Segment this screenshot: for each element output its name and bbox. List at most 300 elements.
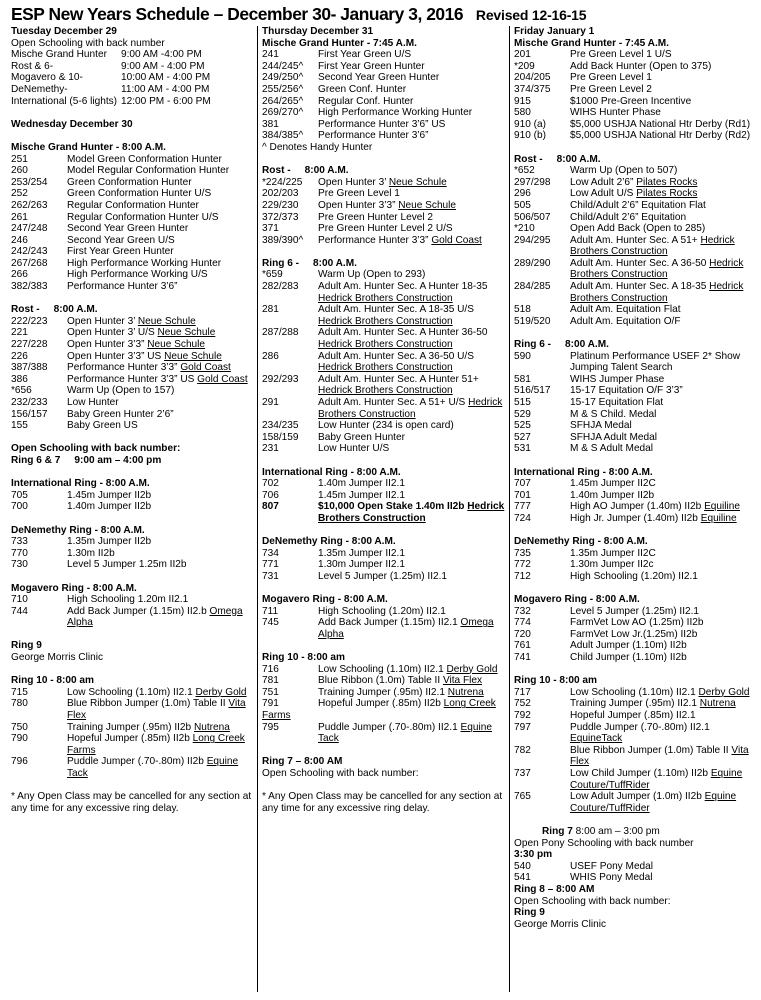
class-row: [11, 281, 255, 293]
class-row: [514, 443, 759, 455]
class-description: [67, 606, 255, 629]
class-title: Blue Ribbon Jumper (1.0m) Table II: [67, 698, 229, 710]
class-row: [262, 420, 507, 432]
section-heading: Mische Grand Hunter - 7:45 A.M.: [514, 37, 669, 49]
class-title: 15-17 Equitation Flat: [570, 397, 664, 408]
class-row: [514, 606, 759, 618]
class-list: [11, 316, 255, 432]
class-title: Performance Hunter 3’6”: [318, 130, 429, 142]
class-title: Adult Am. Equitation Flat: [570, 304, 681, 316]
class-title: Adult Am. Hunter Sec. A Hunter 18-35: [318, 281, 488, 293]
class-description: [570, 188, 759, 200]
class-row: [11, 594, 255, 606]
class-description: [570, 304, 759, 316]
class-description: [67, 269, 255, 281]
class-title: High Performance Working U/S: [67, 269, 208, 281]
class-row: [262, 212, 507, 224]
time-range: 12:00 PM - 6:00 PM: [121, 95, 211, 107]
class-title: Open Add Back (Open to 285): [570, 223, 706, 235]
class-title: Open Hunter 3’3”: [318, 199, 399, 211]
class-number: 540: [514, 860, 531, 872]
class-number: *209: [514, 60, 535, 72]
class-row: [262, 84, 507, 96]
class-row: [11, 397, 255, 409]
class-number: 372/373: [262, 211, 299, 223]
class-number: 744: [11, 605, 28, 617]
class-description: [570, 872, 759, 884]
class-row: [11, 606, 255, 629]
class-row: [262, 478, 507, 490]
class-description: [570, 397, 759, 409]
class-description: [318, 281, 507, 304]
section-heading: Rost - 8:00 A.M.: [514, 153, 601, 165]
class-title: Baby Green Hunter 2’6”: [67, 408, 174, 420]
class-description: [318, 72, 507, 84]
class-number: 910 (b): [514, 130, 546, 142]
class-description: [318, 327, 507, 350]
class-description: [318, 304, 507, 327]
class-row: [262, 200, 507, 212]
class-number: 374/375: [514, 83, 551, 95]
class-description: [570, 559, 759, 571]
class-title: Adult Am. Equitation O/F: [570, 315, 681, 327]
class-number: 249/250^: [262, 72, 304, 84]
class-sponsor: Derby Gold: [446, 663, 498, 675]
class-title: Pre Green Hunter Level 2: [318, 211, 434, 223]
section-heading: Mogavero Ring - 8:00 A.M.: [262, 594, 388, 606]
class-row: [262, 107, 507, 119]
column-divider: [257, 26, 258, 992]
class-list: [262, 664, 507, 745]
class-number: 246: [11, 234, 28, 246]
class-title: 1.40m Jumper II2b: [67, 501, 152, 513]
class-number: 751: [262, 686, 279, 698]
class-description: [570, 212, 759, 224]
class-number: 774: [514, 617, 531, 629]
class-description: [67, 188, 255, 200]
class-description: [318, 119, 507, 131]
class-description: [570, 606, 759, 618]
class-row: [262, 698, 507, 710]
class-title: Performance Hunter 3’6” US: [318, 118, 446, 130]
class-title: Performance Hunter 3’3”: [67, 362, 181, 374]
schooling-time-row: [11, 84, 255, 96]
class-number: 795: [262, 721, 279, 733]
class-number: 516/517: [514, 385, 551, 397]
class-description: [318, 397, 507, 420]
class-row: [262, 397, 507, 420]
class-description: [318, 200, 507, 212]
class-title: WIHS Hunter Phase: [570, 107, 661, 119]
class-description: [67, 316, 255, 328]
class-number: 260: [11, 165, 28, 177]
section-heading: Ring 7 – 8:00 AM: [262, 756, 343, 768]
class-number: 519/520: [514, 315, 551, 327]
class-number: 241: [262, 49, 279, 61]
class-sponsor: Derby Gold: [195, 686, 247, 698]
class-title: Blue Ribbon (1.0m) Table II: [318, 675, 443, 687]
class-number: 705: [11, 489, 28, 501]
class-title: Pre Green Level 2: [570, 83, 652, 95]
class-title: High Schooling (1.20m) II2.1: [570, 570, 698, 582]
class-row: [11, 374, 255, 386]
class-description: [570, 72, 759, 84]
class-row: [262, 235, 507, 247]
class-title: Regular Conf. Hunter: [318, 95, 414, 107]
class-number: 296: [514, 188, 531, 200]
class-number: 252: [11, 188, 28, 200]
clinic-text: George Morris Clinic: [514, 918, 606, 930]
class-row: [11, 339, 255, 351]
class-title: 1.40m Jumper II2.1: [318, 478, 405, 490]
class-description: [570, 374, 759, 386]
class-title: First Year Green U/S: [318, 49, 412, 61]
class-row: [514, 374, 759, 386]
class-row: [514, 316, 759, 328]
class-title: Performance Hunter 3’3”: [318, 234, 432, 246]
class-row: [514, 722, 759, 745]
class-title: WIHS Jumper Phase: [570, 373, 665, 385]
class-row: [514, 629, 759, 641]
section-heading: Ring 6 - 8:00 A.M.: [262, 257, 357, 269]
class-number: 289/290: [514, 257, 551, 269]
class-description: [67, 548, 255, 560]
class-sponsor: Neue Schule: [157, 327, 216, 339]
class-row: [514, 791, 759, 814]
class-number: 710: [11, 594, 28, 606]
class-title: Low Schooling (1.10m) II2.1: [67, 686, 196, 698]
class-number: *659: [262, 269, 283, 281]
class-description: [318, 443, 507, 455]
class-description: [67, 165, 255, 177]
class-title: Second Year Green Hunter: [67, 223, 189, 235]
class-description: [67, 594, 255, 606]
ring-name: DeNemethy-: [11, 83, 68, 95]
class-description: [570, 49, 759, 61]
class-title: Hopeful Jumper (.85m) II2b: [318, 698, 444, 710]
class-list: [11, 594, 255, 629]
class-number: 541: [514, 872, 531, 884]
class-title: $5,000 USHJA National Htr Derby (Rd2): [570, 130, 751, 142]
section-heading: DeNemethy Ring - 8:00 A.M.: [514, 536, 648, 548]
class-sponsor: Hedrick Brothers Construction: [570, 281, 744, 304]
class-title: Adult Am. Hunter Sec. A 51+: [570, 234, 701, 246]
class-title: Hopeful Jumper (.85m) II2.1: [570, 710, 696, 722]
class-title: Pre Green Level 1 U/S: [570, 49, 672, 61]
class-number: 797: [514, 721, 531, 733]
class-number: 158/159: [262, 431, 299, 443]
class-description: [570, 745, 759, 768]
class-description: [67, 756, 255, 779]
class-number: 515: [514, 397, 531, 408]
class-title: Warm Up (Open to 507): [570, 165, 678, 177]
class-title: Adult Am. Hunter Sec. A Hunter 36-50: [318, 327, 488, 339]
class-description: [570, 443, 759, 455]
class-description: [570, 84, 759, 96]
class-sponsor: Pilates Rocks: [636, 188, 698, 200]
cancellation-note: * Any Open Class may be cancelled for any section at any time for any excessive ring delay.: [262, 791, 503, 814]
class-row: [11, 687, 255, 699]
class-title: Regular Conformation Hunter: [67, 199, 199, 211]
class-number: 244/245^: [262, 60, 304, 72]
section-heading: Ring 8 – 8:00 AM: [514, 883, 595, 895]
class-number: 221: [11, 327, 28, 339]
class-description: [67, 687, 255, 699]
class-row: [514, 409, 759, 421]
ring-name: Mische Grand Hunter: [11, 49, 107, 61]
class-number: 384/385^: [262, 130, 304, 142]
class-title: Child/Adult 2’6” Equitation Flat: [570, 199, 706, 211]
class-description: [570, 490, 759, 502]
class-number: 202/203: [262, 188, 299, 200]
class-list: [262, 269, 507, 455]
class-description: [570, 119, 759, 131]
class-title: M & S Child. Medal: [570, 408, 657, 420]
class-title: 1.45m Jumper II2.1: [318, 489, 405, 501]
class-number: 531: [514, 443, 531, 455]
class-row: [262, 687, 507, 699]
class-title: Green Conformation Hunter U/S: [67, 188, 212, 200]
time-range: 10:00 AM - 4:00 PM: [121, 72, 211, 84]
class-row: [514, 61, 759, 73]
class-description: [570, 165, 759, 177]
class-title: Performance Hunter 3’3” US: [67, 373, 198, 385]
class-description: [570, 571, 759, 583]
class-title: Adult Am. Hunter Sec. A 18-35: [570, 281, 710, 293]
class-row: [514, 397, 759, 409]
class-sponsor: Vita Flex: [570, 744, 749, 768]
class-number: 702: [262, 478, 279, 490]
class-description: [570, 385, 759, 397]
class-row: [262, 606, 507, 618]
class-number: 750: [11, 721, 28, 733]
class-description: [67, 223, 255, 235]
class-description: [570, 629, 759, 641]
class-title: $5,000 USHJA National Htr Derby (Rd1): [570, 118, 751, 130]
class-sponsor: Neue Schule: [398, 199, 457, 211]
section-heading: DeNemethy Ring - 8:00 A.M.: [11, 524, 145, 536]
class-row: [262, 177, 507, 189]
class-title: Open Hunter 3’3” US: [67, 350, 165, 362]
class-sponsor: Omega Alpha: [318, 617, 494, 640]
class-row: [262, 281, 507, 304]
time-label: 3:30 pm: [514, 849, 553, 861]
class-title: Low Child Jumper (1.10m) II2b: [570, 768, 711, 779]
class-number: 711: [262, 605, 279, 617]
class-row: [262, 501, 507, 524]
class-description: [318, 212, 507, 224]
class-number: 264/265^: [262, 95, 304, 107]
section-heading: Mogavero Ring - 8:00 A.M.: [11, 582, 137, 594]
section-heading: Open Schooling with back number:: [11, 443, 181, 455]
class-row: [11, 154, 255, 166]
class-number: 772: [514, 559, 531, 571]
class-description: [318, 107, 507, 119]
class-title: FarmVet Low Jr.(1.25m) II2b: [570, 628, 698, 640]
class-number: 730: [11, 559, 28, 571]
class-row: [11, 316, 255, 328]
class-number: 262/263: [11, 199, 48, 211]
class-sponsor: Hedrick Brothers Construction: [570, 257, 744, 281]
section-heading: Mische Grand Hunter - 8:00 A.M.: [11, 141, 166, 153]
class-title: 1.35m Jumper II2C: [570, 547, 656, 559]
class-number: 291: [262, 397, 279, 408]
class-row: [514, 72, 759, 84]
class-number: 796: [11, 756, 28, 768]
class-title: Second Year Green U/S: [67, 234, 175, 246]
class-number: 771: [262, 559, 279, 571]
class-row: [11, 756, 255, 779]
class-description: [570, 281, 759, 304]
class-title: Adult Jumper (1.10m) II2b: [570, 640, 687, 652]
class-title: Low Schooling (1.10m) II2.1: [318, 663, 447, 675]
class-description: [318, 432, 507, 444]
class-number: 251: [11, 153, 28, 165]
class-sponsor: Omega Alpha: [67, 605, 243, 629]
class-list: [262, 606, 507, 641]
class-description: [570, 501, 759, 513]
class-row: [262, 675, 507, 687]
class-list: [514, 49, 759, 142]
class-row: [514, 501, 759, 513]
class-sponsor: Derby Gold: [698, 686, 750, 698]
class-number: 581: [514, 373, 531, 385]
class-row: [514, 84, 759, 96]
ring-name: Rost & 6-: [11, 60, 54, 72]
class-number: 752: [514, 698, 531, 710]
class-number: 761: [514, 640, 531, 652]
class-row: [514, 212, 759, 224]
class-row: [514, 698, 759, 710]
class-number: *210: [514, 223, 535, 235]
class-description: [67, 397, 255, 409]
section-heading: Ring 10 - 8:00 am: [262, 652, 346, 664]
class-title: Hopeful Jumper (.85m) II2b: [67, 733, 193, 745]
class-number: 731: [262, 570, 279, 582]
class-description: [67, 698, 255, 721]
class-number: 201: [514, 49, 531, 61]
section-heading: Ring 10 - 8:00 am: [11, 675, 95, 687]
time-range: 9:00 AM -4:00 PM: [121, 49, 202, 61]
class-title: 1.30m Jumper II2.1: [318, 559, 405, 571]
class-sponsor: Equine Couture/TuffRider: [570, 791, 737, 814]
class-number: 282/283: [262, 281, 299, 293]
class-title: Baby Green US: [67, 420, 138, 432]
class-row: [262, 223, 507, 235]
class-number: 915: [514, 95, 531, 107]
day-heading: Thursday December 31: [262, 26, 374, 37]
class-description: [318, 571, 507, 583]
class-title: 1.45m Jumper II2b: [67, 489, 152, 501]
class-number: 733: [11, 536, 28, 548]
class-number: 227/228: [11, 339, 48, 351]
class-row: [514, 513, 759, 525]
class-title: WHIS Pony Medal: [570, 872, 653, 884]
class-description: [318, 235, 507, 247]
class-description: [67, 409, 255, 421]
class-title: Puddle Jumper (.70-.80m) II2.1: [318, 721, 461, 733]
class-sponsor: Hedrick Brothers Construction: [318, 397, 503, 420]
class-description: [318, 617, 507, 640]
class-sponsor: Equine Tack: [318, 721, 492, 745]
class-sponsor: Nutrena: [699, 698, 736, 710]
class-title: 15-17 Equitation O/F 3’3”: [570, 385, 683, 397]
class-description: [318, 664, 507, 676]
class-title: Green Conf. Hunter: [318, 83, 407, 95]
class-description: [570, 258, 759, 281]
class-number: 232/233: [11, 397, 48, 408]
class-description: [318, 501, 507, 524]
class-number: 741: [514, 652, 531, 664]
class-row: [514, 385, 759, 397]
class-row: [514, 559, 759, 571]
class-description: [67, 351, 255, 363]
class-description: [67, 733, 255, 756]
class-number: 777: [514, 501, 531, 513]
class-row: [514, 548, 759, 560]
class-row: [514, 745, 759, 768]
class-title: Pre Green Hunter Level 2 U/S: [318, 223, 453, 235]
class-list: [514, 861, 759, 884]
class-number: 732: [514, 605, 531, 617]
class-title: Low Adult Jumper (1.0m) II2b: [570, 791, 705, 803]
class-row: [262, 327, 507, 350]
class-description: [570, 235, 759, 258]
class-description: [318, 351, 507, 374]
class-number: 297/298: [514, 176, 551, 188]
class-title: High Schooling (1.20m) II2.1: [318, 605, 446, 617]
class-title: Open Hunter 3’3”: [67, 339, 148, 351]
class-description: [67, 235, 255, 247]
class-title: Level 5 Jumper (1.25m) II2.1: [570, 605, 700, 617]
class-description: [570, 548, 759, 560]
class-number: 386: [11, 373, 28, 385]
ring-name: Mogavero & 10-: [11, 72, 83, 84]
class-title: Adult Am. Hunter Sec. A 18-35 U/S: [318, 304, 474, 316]
class-sponsor: Hedrick Brothers Construction: [318, 292, 453, 304]
class-sponsor: Hedrick Brothers Construction: [318, 315, 453, 327]
schooling-note: Open Schooling with back number: [11, 37, 165, 49]
section-heading: Ring 10 - 8:00 am: [514, 675, 598, 687]
class-title: SFHJA Adult Medal: [570, 431, 657, 443]
time-range: 9:00 AM - 4:00 PM: [121, 60, 205, 72]
class-sponsor: Pilates Rocks: [636, 176, 698, 188]
class-row: [11, 722, 255, 734]
class-row: [262, 490, 507, 502]
class-number: 518: [514, 304, 531, 316]
class-description: [318, 722, 507, 745]
class-number: 247/248: [11, 223, 48, 235]
class-sponsor: Gold Coast: [197, 373, 248, 385]
class-list: [262, 177, 507, 247]
class-row: [11, 559, 255, 571]
class-description: [570, 351, 759, 374]
schooling-note: Open Schooling with back number:: [262, 768, 419, 779]
class-sponsor: Equine Couture/TuffRider: [570, 768, 743, 791]
class-sponsor: Hedrick Brothers Construction: [318, 339, 453, 351]
class-description: [318, 374, 507, 397]
time-range: 11:00 AM - 4:00 PM: [121, 83, 210, 95]
class-list: [262, 49, 507, 142]
class-title: Adult Am. Hunter Sec. A 36-50 U/S: [318, 350, 474, 362]
class-row: [514, 304, 759, 316]
class-description: [570, 698, 759, 710]
class-row: [262, 188, 507, 200]
class-description: [67, 420, 255, 432]
class-sponsor: Neue Schule: [137, 315, 196, 327]
class-description: [318, 698, 507, 710]
class-number: 266: [11, 269, 28, 281]
